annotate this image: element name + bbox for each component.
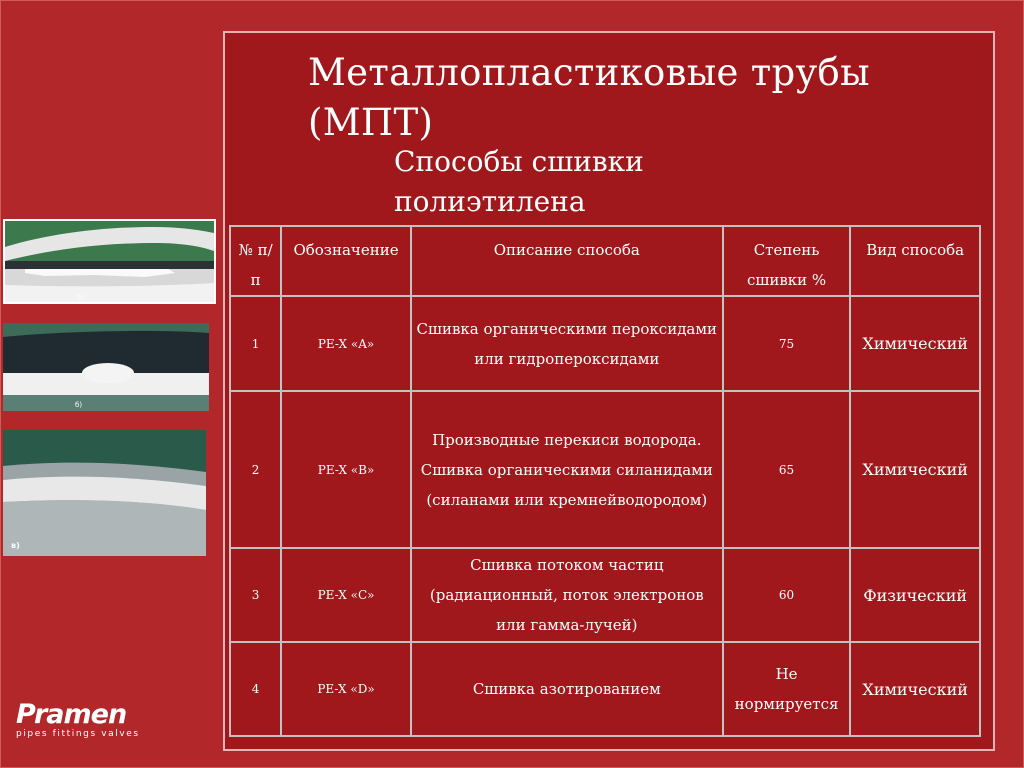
slide-title: Металлопластиковые трубы (МПТ) xyxy=(308,51,870,144)
row-num: 4 xyxy=(230,642,281,736)
table-row xyxy=(230,296,980,391)
header-description: Описание способа xyxy=(411,226,723,296)
header-degree: Степень сшивки % xyxy=(723,226,851,296)
table-row xyxy=(230,548,980,642)
row-description: Сшивка азотированием xyxy=(411,642,723,736)
row-type: Химический xyxy=(850,391,980,548)
row-type: Физический xyxy=(850,548,980,642)
pramen-logo xyxy=(16,701,156,739)
table-row xyxy=(230,391,980,548)
header-code: Обозначение xyxy=(281,226,411,296)
table-row xyxy=(230,642,980,736)
photo-label-a: а) xyxy=(77,293,85,301)
row-type: Химический xyxy=(850,642,980,736)
photo-label-b: б) xyxy=(75,401,83,409)
crosslinking-methods-table xyxy=(229,225,981,737)
logo-wordmark: Pramen xyxy=(16,699,127,730)
logo-tagline: pipes fittings valves xyxy=(16,729,140,739)
pipe-cross-section-photo-a xyxy=(3,219,216,304)
row-code: PE-X «C» xyxy=(281,548,411,642)
row-degree: 60 xyxy=(723,548,851,642)
photo-label-c: в) xyxy=(11,541,20,550)
header-type: Вид способа xyxy=(850,226,980,296)
pipe-cross-section-photo-c xyxy=(3,430,206,556)
row-num: 3 xyxy=(230,548,281,642)
row-num: 1 xyxy=(230,296,281,391)
row-degree: 75 xyxy=(723,296,851,391)
table-header-row xyxy=(230,226,980,296)
row-description: Сшивка органическими пероксидами или гидропероксидами xyxy=(411,296,723,391)
row-degree: Не нормируется xyxy=(723,642,851,736)
row-description: Сшивка потоком частиц (радиационный, поток электронов или гамма-лучей) xyxy=(411,548,723,642)
row-code: PE-X «B» xyxy=(281,391,411,548)
header-num: № п/п xyxy=(230,226,281,296)
row-code: PE-X «D» xyxy=(281,642,411,736)
pipe-cross-section-photo-b xyxy=(3,323,209,411)
row-degree: 65 xyxy=(723,391,851,548)
row-code: PE-X «A» xyxy=(281,296,411,391)
row-num: 2 xyxy=(230,391,281,548)
row-description: Производные перекиси водорода. Сшивка органическими силанидами (силанами или кремнейводородом) xyxy=(411,391,723,548)
slide-subtitle: Способы сшивки полиэтилена xyxy=(394,145,644,218)
row-type: Химический xyxy=(850,296,980,391)
